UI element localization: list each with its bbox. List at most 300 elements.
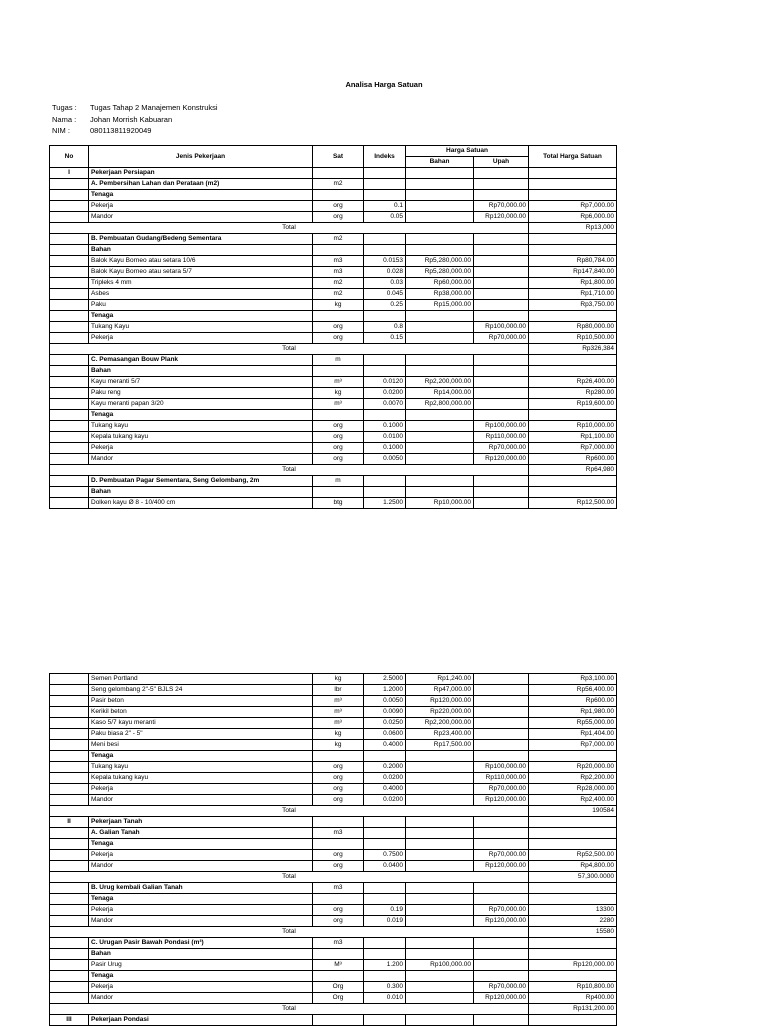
cell-bahan: Rp1,240.00 <box>406 674 474 685</box>
cell-upah: Rp70,000.00 <box>474 982 529 993</box>
cell-indeks <box>364 971 406 982</box>
cell-upah <box>474 498 529 509</box>
cell-sat <box>313 971 364 982</box>
cell-bahan <box>406 773 474 784</box>
cell-bahan: Rp5,280,000.00 <box>406 267 474 278</box>
table-row <box>50 454 617 465</box>
cell-bahan: Rp60,000.00 <box>406 278 474 289</box>
table-body-1 <box>50 168 617 509</box>
table-row <box>50 762 617 773</box>
cell-bahan <box>406 366 474 377</box>
cell-sat <box>313 366 364 377</box>
cell-upah <box>474 168 529 179</box>
table-row <box>50 421 617 432</box>
cell-sat: org <box>313 861 364 872</box>
cell-total: Rp80,784.00 <box>529 256 617 267</box>
cell-indeks <box>364 828 406 839</box>
table-row <box>50 696 617 707</box>
cell-indeks: 0.0050 <box>364 454 406 465</box>
cell-indeks: 0.0070 <box>364 399 406 410</box>
cell-total: Rp52,500.00 <box>529 850 617 861</box>
cell-sat <box>313 751 364 762</box>
cell-jenis: Meni besi <box>89 740 313 751</box>
cell-total: Rp120,000.00 <box>529 960 617 971</box>
cell-no <box>50 938 89 949</box>
page-title: Analisa Harga Satuan <box>345 80 423 89</box>
cell-bahan <box>406 894 474 905</box>
cell-sat: org <box>313 322 364 333</box>
cell-sat: kg <box>313 300 364 311</box>
cell-sat <box>313 311 364 322</box>
info-nama <box>52 115 172 124</box>
cell-upah <box>474 883 529 894</box>
cell-no <box>50 212 89 223</box>
cell-upah <box>474 729 529 740</box>
cell-indeks: 0.0400 <box>364 861 406 872</box>
cell-bahan: Rp38,000.00 <box>406 289 474 300</box>
table-row <box>50 498 617 509</box>
cell-jenis: Tukang kayu <box>89 421 313 432</box>
table-row <box>50 245 617 256</box>
cell-no <box>50 300 89 311</box>
table-row <box>50 201 617 212</box>
cell-indeks: 0.0200 <box>364 795 406 806</box>
table-row <box>50 971 617 982</box>
cell-bahan <box>406 322 474 333</box>
cell-no <box>50 487 89 498</box>
cell-upah: Rp100,000.00 <box>474 421 529 432</box>
cell-indeks: 0.0600 <box>364 729 406 740</box>
cell-total <box>529 938 617 949</box>
cell-upah <box>474 476 529 487</box>
cell-total <box>529 828 617 839</box>
cell-bahan <box>406 421 474 432</box>
cell-bahan: Rp10,000.00 <box>406 498 474 509</box>
table-row <box>50 685 617 696</box>
cell-total: Rp1,710.00 <box>529 289 617 300</box>
cell-upah: Rp120,000.00 <box>474 795 529 806</box>
cell-upah <box>474 278 529 289</box>
cell-total <box>529 190 617 201</box>
table-row <box>50 256 617 267</box>
cell-indeks <box>364 410 406 421</box>
cell-no <box>50 729 89 740</box>
cell-sat: lbr <box>313 685 364 696</box>
cell-total: Rp7,000.00 <box>529 740 617 751</box>
cell-no <box>50 289 89 300</box>
total-row <box>50 806 617 817</box>
cell-bahan <box>406 905 474 916</box>
cell-sat <box>313 894 364 905</box>
cell-jenis: Tukang kayu <box>89 762 313 773</box>
cell-bahan <box>406 839 474 850</box>
total-value: 190584 <box>529 806 617 817</box>
cell-jenis: Pekerja <box>89 201 313 212</box>
cell-total <box>529 949 617 960</box>
total-label: Total <box>50 927 529 938</box>
info-value: Tugas Tahap 2 Manajemen Konstruksi <box>90 103 218 112</box>
cell-upah: Rp120,000.00 <box>474 454 529 465</box>
cell-total: Rp3,750.00 <box>529 300 617 311</box>
total-row <box>50 927 617 938</box>
cell-sat <box>313 839 364 850</box>
table-row <box>50 861 617 872</box>
table-row <box>50 399 617 410</box>
cell-total <box>529 476 617 487</box>
cell-sat: kg <box>313 388 364 399</box>
cell-indeks: 0.0120 <box>364 377 406 388</box>
cell-total: Rp1,404.00 <box>529 729 617 740</box>
cell-upah <box>474 410 529 421</box>
cell-indeks: 0.15 <box>364 333 406 344</box>
cell-no <box>50 674 89 685</box>
cell-no <box>50 388 89 399</box>
cell-upah <box>474 311 529 322</box>
table-row <box>50 487 617 498</box>
cell-jenis: Balok Kayu Borneo atau setara 10/6 <box>89 256 313 267</box>
info-key: Nama : <box>52 115 77 124</box>
cell-jenis: Tukang Kayu <box>89 322 313 333</box>
cell-jenis: Seng gelombang 2"-5" BJLS 24 <box>89 685 313 696</box>
cell-bahan <box>406 179 474 190</box>
cell-upah: Rp100,000.00 <box>474 762 529 773</box>
total-label: Total <box>50 465 529 476</box>
cell-bahan <box>406 487 474 498</box>
total-label: Total <box>50 223 529 234</box>
cell-indeks <box>364 168 406 179</box>
cell-no <box>50 432 89 443</box>
cell-bahan <box>406 245 474 256</box>
table-row <box>50 751 617 762</box>
info-key: NIM : <box>52 126 70 135</box>
cell-total: Rp3,100.00 <box>529 674 617 685</box>
cell-sat: m2 <box>313 289 364 300</box>
cell-bahan <box>406 168 474 179</box>
table-row <box>50 278 617 289</box>
cell-indeks: 1.2000 <box>364 685 406 696</box>
cell-indeks: 0.8 <box>364 322 406 333</box>
table-row <box>50 784 617 795</box>
table-row <box>50 817 617 828</box>
cell-no: I <box>50 168 89 179</box>
cell-sat: m3 <box>313 938 364 949</box>
cell-indeks: 0.0200 <box>364 388 406 399</box>
cell-indeks: 0.300 <box>364 982 406 993</box>
cell-indeks <box>364 366 406 377</box>
cell-indeks: 0.045 <box>364 289 406 300</box>
header-harga-satuan: Harga Satuan <box>406 146 529 157</box>
cell-sat: m³ <box>313 707 364 718</box>
cell-total: Rp10,000.00 <box>529 421 617 432</box>
cell-bahan <box>406 443 474 454</box>
cell-upah <box>474 960 529 971</box>
cell-bahan <box>406 234 474 245</box>
cell-indeks: 0.05 <box>364 212 406 223</box>
cell-sat: m3 <box>313 828 364 839</box>
table-row <box>50 729 617 740</box>
cell-jenis: Bahan <box>89 366 313 377</box>
table-row <box>50 322 617 333</box>
cell-no <box>50 311 89 322</box>
table-row <box>50 883 617 894</box>
table-body-2 <box>50 674 617 1026</box>
cell-jenis: Pekerja <box>89 850 313 861</box>
cell-bahan: Rp23,400.00 <box>406 729 474 740</box>
cell-no <box>50 905 89 916</box>
cell-indeks <box>364 311 406 322</box>
cell-jenis: Dolken kayu Ø 8 - 10/400 cm <box>89 498 313 509</box>
cell-indeks: 0.1 <box>364 201 406 212</box>
cell-sat: org <box>313 773 364 784</box>
cell-bahan <box>406 432 474 443</box>
cell-upah <box>474 751 529 762</box>
cell-upah <box>474 487 529 498</box>
cell-sat: org <box>313 916 364 927</box>
cell-upah <box>474 938 529 949</box>
cell-upah <box>474 740 529 751</box>
cell-total <box>529 410 617 421</box>
cell-indeks <box>364 487 406 498</box>
cell-upah <box>474 366 529 377</box>
cell-jenis: D. Pembuatan Pagar Sementara, Seng Gelombang, 2m <box>89 476 313 487</box>
cell-bahan <box>406 201 474 212</box>
cell-no <box>50 256 89 267</box>
cell-total <box>529 894 617 905</box>
cell-indeks <box>364 355 406 366</box>
cell-bahan <box>406 410 474 421</box>
cell-sat: m3 <box>313 883 364 894</box>
cell-indeks: 0.19 <box>364 905 406 916</box>
total-label: Total <box>50 344 529 355</box>
cell-bahan: Rp120,000.00 <box>406 696 474 707</box>
table-row <box>50 773 617 784</box>
cell-jenis: Paku <box>89 300 313 311</box>
cell-indeks <box>364 883 406 894</box>
total-value: Rp131,200.00 <box>529 1004 617 1015</box>
total-row <box>50 1004 617 1015</box>
cell-no <box>50 861 89 872</box>
cell-bahan: Rp17,500.00 <box>406 740 474 751</box>
cell-no <box>50 762 89 773</box>
cell-bahan <box>406 454 474 465</box>
cell-indeks <box>364 817 406 828</box>
total-row <box>50 344 617 355</box>
cell-jenis: Tenaga <box>89 751 313 762</box>
header-bahan: Bahan <box>406 157 474 168</box>
cell-sat: m2 <box>313 278 364 289</box>
cell-sat: m³ <box>313 718 364 729</box>
cell-jenis: Pekerjaan Pondasi <box>89 1015 313 1026</box>
cell-jenis: Tenaga <box>89 894 313 905</box>
cell-sat: Org <box>313 982 364 993</box>
cell-upah <box>474 267 529 278</box>
cell-no <box>50 993 89 1004</box>
table-row <box>50 388 617 399</box>
cell-bahan <box>406 355 474 366</box>
cell-no <box>50 883 89 894</box>
cell-indeks <box>364 190 406 201</box>
cell-total <box>529 355 617 366</box>
cell-jenis: Kerikil beton <box>89 707 313 718</box>
cell-total <box>529 971 617 982</box>
cell-indeks <box>364 476 406 487</box>
cell-indeks: 0.03 <box>364 278 406 289</box>
cell-no <box>50 498 89 509</box>
total-row <box>50 465 617 476</box>
table-row <box>50 366 617 377</box>
cell-sat: org <box>313 421 364 432</box>
cell-indeks: 0.0250 <box>364 718 406 729</box>
cell-no <box>50 960 89 971</box>
cell-upah: Rp120,000.00 <box>474 212 529 223</box>
cell-sat <box>313 168 364 179</box>
cell-jenis: A. Pembersihan Lahan dan Perataan (m2) <box>89 179 313 190</box>
cell-total <box>529 817 617 828</box>
cell-jenis: Pasir beton <box>89 696 313 707</box>
cell-upah <box>474 245 529 256</box>
cell-total <box>529 487 617 498</box>
cell-indeks <box>364 894 406 905</box>
cell-jenis: Tenaga <box>89 839 313 850</box>
cell-jenis: Paku reng <box>89 388 313 399</box>
cell-no <box>50 322 89 333</box>
info-key: Tugas : <box>52 103 77 112</box>
cell-total: Rp1,100.00 <box>529 432 617 443</box>
table-row <box>50 190 617 201</box>
cell-no <box>50 916 89 927</box>
cell-jenis: Pekerjaan Tanah <box>89 817 313 828</box>
cell-indeks: 0.25 <box>364 300 406 311</box>
table-row <box>50 212 617 223</box>
cell-sat: org <box>313 850 364 861</box>
cell-upah <box>474 817 529 828</box>
cell-sat <box>313 949 364 960</box>
info-value: Johan Morrish Kabuaran <box>90 115 173 124</box>
cell-jenis: C. Urugan Pasir Bawah Pondasi (m³) <box>89 938 313 949</box>
cell-indeks: 0.1000 <box>364 421 406 432</box>
cell-bahan <box>406 333 474 344</box>
header-no: No <box>50 146 89 168</box>
cell-sat: org <box>313 212 364 223</box>
cell-sat: org <box>313 905 364 916</box>
table-row <box>50 179 617 190</box>
cell-bahan <box>406 795 474 806</box>
cell-upah <box>474 685 529 696</box>
cell-jenis: Mandor <box>89 795 313 806</box>
cell-upah <box>474 234 529 245</box>
cell-bahan <box>406 971 474 982</box>
cell-sat <box>313 817 364 828</box>
cell-total: Rp80,000.00 <box>529 322 617 333</box>
table-row <box>50 938 617 949</box>
cell-no <box>50 894 89 905</box>
cell-bahan <box>406 817 474 828</box>
table-row <box>50 432 617 443</box>
table-row <box>50 839 617 850</box>
cell-bahan: Rp100,000.00 <box>406 960 474 971</box>
cell-bahan <box>406 751 474 762</box>
cell-bahan <box>406 982 474 993</box>
cell-total: Rp10,800.00 <box>529 982 617 993</box>
table-row <box>50 905 617 916</box>
cell-bahan <box>406 949 474 960</box>
cell-jenis: Pekerja <box>89 784 313 795</box>
cell-no <box>50 795 89 806</box>
cell-bahan: Rp2,200,000.00 <box>406 377 474 388</box>
cell-total: Rp20,000.00 <box>529 762 617 773</box>
cell-total: Rp4,800.00 <box>529 861 617 872</box>
header-jenis: Jenis Pekerjaan <box>89 146 313 168</box>
cell-total: Rp19,600.00 <box>529 399 617 410</box>
cell-upah: Rp70,000.00 <box>474 333 529 344</box>
table-row <box>50 949 617 960</box>
total-row <box>50 872 617 883</box>
cell-sat: kg <box>313 740 364 751</box>
table-row <box>50 674 617 685</box>
cell-indeks: 1.2500 <box>364 498 406 509</box>
cell-sat <box>313 190 364 201</box>
cell-upah <box>474 696 529 707</box>
table-row <box>50 795 617 806</box>
cell-upah <box>474 179 529 190</box>
cell-total: 13300 <box>529 905 617 916</box>
cell-upah <box>474 377 529 388</box>
table-row <box>50 916 617 927</box>
info-value: 080113811920049 <box>90 126 152 135</box>
cell-jenis: Kayu meranti papan 3/20 <box>89 399 313 410</box>
info-nim <box>52 126 151 135</box>
cell-no <box>50 278 89 289</box>
cell-no <box>50 773 89 784</box>
cell-jenis: Bahan <box>89 949 313 960</box>
cell-jenis: Pasir Urug <box>89 960 313 971</box>
cell-upah <box>474 355 529 366</box>
cell-upah <box>474 256 529 267</box>
cell-total: Rp1,800.00 <box>529 278 617 289</box>
cell-bahan <box>406 212 474 223</box>
cell-total: Rp7,000.00 <box>529 443 617 454</box>
cell-bahan: Rp47,000.00 <box>406 685 474 696</box>
cell-jenis: Pekerja <box>89 905 313 916</box>
cell-total: Rp10,500.00 <box>529 333 617 344</box>
cell-sat: org <box>313 443 364 454</box>
cell-jenis: Pekerja <box>89 443 313 454</box>
cell-jenis: Pekerjaan Persiapan <box>89 168 313 179</box>
cell-sat: btg <box>313 498 364 509</box>
cell-upah <box>474 300 529 311</box>
cell-bahan <box>406 861 474 872</box>
cell-indeks <box>364 938 406 949</box>
total-value: Rp13,000 <box>529 223 617 234</box>
cell-sat: org <box>313 454 364 465</box>
cell-upah: Rp70,000.00 <box>474 201 529 212</box>
header-total: Total Harga Satuan <box>529 146 617 168</box>
cell-jenis: Mandor <box>89 916 313 927</box>
table-row <box>50 960 617 971</box>
header-upah: Upah <box>474 157 529 168</box>
cell-no <box>50 850 89 861</box>
cell-no <box>50 421 89 432</box>
cell-jenis: A. Galian Tanah <box>89 828 313 839</box>
cell-jenis: Semen Portland <box>89 674 313 685</box>
cell-indeks: 0.2000 <box>364 762 406 773</box>
cell-upah <box>474 388 529 399</box>
cell-bahan <box>406 311 474 322</box>
cell-sat: m3 <box>313 267 364 278</box>
cell-no <box>50 839 89 850</box>
table-row <box>50 168 617 179</box>
total-label: Total <box>50 806 529 817</box>
